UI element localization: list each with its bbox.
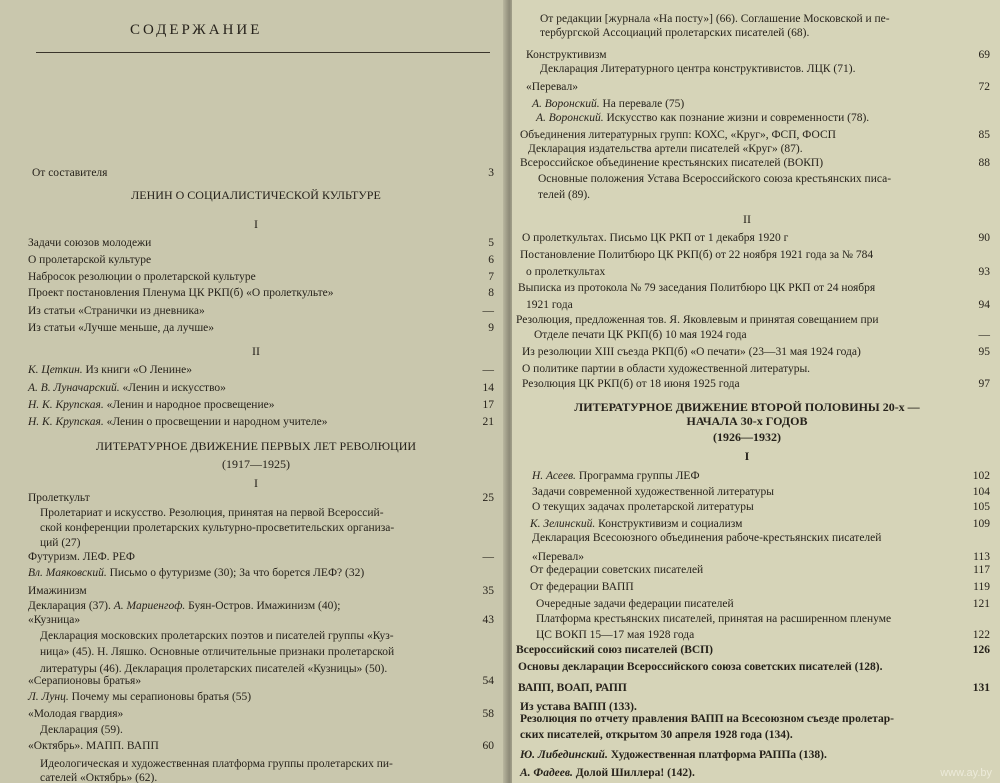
section-heading: II [743, 212, 751, 226]
toc-entry [518, 681, 990, 695]
toc-entry [532, 485, 990, 499]
toc-entry [520, 766, 990, 780]
toc-entry-title [28, 690, 251, 704]
entry-text: «Ленин и народное просвещение» [103, 399, 275, 411]
toc-entry-title [532, 531, 881, 545]
toc-entry [536, 612, 990, 626]
entry-text: Платформа крестьянских писателей, принятая на расширенном пленуме [536, 613, 892, 625]
toc-entry-title [522, 377, 740, 391]
entry-text: Выписка из протокола № 79 заседания Политбюро ЦК РКП от 24 ноября [518, 282, 876, 294]
toc-entry [28, 415, 494, 429]
page-number: 17 [482, 399, 494, 411]
entry-text: Долой Шиллера! (142). [572, 767, 695, 779]
section-heading: I [254, 476, 258, 490]
entry-text: Декларация Всесоюзного объединения рабоче-крестьянских писателей [532, 532, 882, 544]
entry-text: Из устава ВАПП (133). [520, 701, 637, 713]
author-name: К. Зелинский. [530, 518, 596, 530]
toc-entry-title [530, 517, 742, 531]
page-number: 72 [978, 81, 990, 93]
entry-text: Из резолюции XIII съезда РКП(б) «О печати» (23—31 мая 1924 года) [522, 346, 861, 358]
toc-entry [532, 550, 990, 564]
entry-text: «Перевал» [532, 551, 584, 563]
toc-entry [28, 550, 494, 564]
toc-entry-title [28, 398, 274, 412]
entry-text: Декларация (37). [28, 600, 114, 612]
entry-text: Набросок резолюции о пролетарской культуре [28, 271, 256, 283]
toc-entry-title [532, 500, 754, 514]
toc-entry-title [538, 172, 891, 186]
author-name: А. Мариенгоф. [113, 600, 186, 612]
toc-entry-title [40, 723, 123, 737]
section-heading: ЛИТЕРАТУРНОЕ ДВИЖЕНИЕ ВТОРОЙ ПОЛОВИНЫ 20-х — [574, 400, 920, 414]
toc-entry [516, 313, 990, 327]
section-heading: НАЧАЛА 30-х ГОДОВ [686, 414, 808, 428]
page-number: 43 [482, 614, 494, 626]
toc-entry [28, 739, 494, 753]
toc-entry-title [520, 128, 836, 142]
page-number: 8 [488, 287, 494, 299]
author-name: Вл. Маяковский. [28, 567, 107, 579]
page-number: 131 [972, 682, 990, 694]
entry-text: Очередные задачи федерации писателей [536, 598, 734, 610]
toc-entry [40, 506, 494, 520]
page-number: 58 [482, 708, 494, 720]
entry-text: Декларация Литературного центра конструктивистов. ЛЦК (71). [540, 63, 856, 75]
toc-entry [536, 111, 990, 125]
toc-entry [520, 128, 990, 142]
toc-entry-title [526, 298, 573, 312]
entry-text: ВАПП, ВОАП, РАПП [518, 682, 627, 694]
section-heading: ЛЕНИН О СОЦИАЛИСТИЧЕСКОЙ КУЛЬТУРЕ [131, 188, 381, 202]
toc-entry-title [522, 231, 788, 245]
toc-entry [518, 660, 990, 674]
toc-entry-title [28, 613, 80, 627]
page-number: 104 [972, 486, 990, 498]
entry-text: На перевале (75) [599, 98, 685, 110]
page-number: 21 [482, 416, 494, 428]
toc-entry-title [516, 313, 879, 327]
entry-text: Резолюция ЦК РКП(б) от 18 июня 1925 года [522, 378, 740, 390]
toc-entry [40, 723, 494, 737]
toc-entry [28, 286, 494, 300]
toc-entry-title [528, 142, 803, 156]
toc-entry [530, 563, 990, 577]
page-number: 54 [482, 675, 494, 687]
toc-entry [28, 270, 494, 284]
entry-text: «Ленин и искусство» [119, 382, 226, 394]
entry-text: Декларация московских пролетарских поэтов и писателей группы «Куз- [40, 630, 394, 642]
page-number: 122 [972, 629, 990, 641]
toc-entry-title [28, 236, 151, 250]
page-number: 117 [973, 564, 990, 576]
toc-entry [28, 321, 494, 335]
entry-text: Задачи современной художественной литературы [532, 486, 774, 498]
toc-entry [520, 748, 990, 762]
author-name: А. Воронский. [532, 98, 600, 110]
toc-entry [28, 363, 494, 377]
toc-entry-title [540, 26, 809, 40]
entry-text: Пролеткульт [28, 492, 90, 504]
toc-entry-title [534, 328, 747, 342]
toc-entry-title [520, 712, 894, 726]
entry-text: «Перевал» [526, 81, 578, 93]
toc-entry [40, 536, 494, 550]
toc-entry [538, 172, 990, 186]
entry-text: «Октябрь». МАПП. ВАПП [28, 740, 159, 752]
toc-entry-title [518, 281, 875, 295]
toc-entry [28, 584, 494, 598]
toc-entry [28, 491, 494, 505]
toc-entry [536, 628, 990, 642]
toc-entry-title [536, 628, 694, 642]
title-rule [36, 52, 490, 53]
toc-entry [40, 521, 494, 535]
toc-entry-title [28, 304, 205, 318]
toc-entry-title [520, 248, 873, 262]
toc-entry-title [532, 550, 584, 564]
page-number: — [978, 329, 990, 341]
entry-text: Футуризм. ЛЕФ. РЕФ [28, 551, 135, 563]
toc-entry [522, 377, 990, 391]
toc-entry-title [40, 757, 393, 771]
toc-entry [522, 345, 990, 359]
page-number: 5 [488, 237, 494, 249]
toc-entry [28, 398, 494, 412]
entry-text: Постановление Политбюро ЦК РКП(б) от 22 ноября 1921 года за № 784 [520, 249, 874, 261]
toc-entry-title [40, 629, 394, 643]
toc-entry [526, 48, 990, 62]
toc-entry-title [536, 111, 869, 125]
toc-entry-title [522, 362, 810, 376]
toc-entry [28, 690, 494, 704]
author-name: А. Фадеев. [520, 767, 573, 779]
toc-entry-title [40, 771, 157, 783]
entry-text: ских писателей, открытом 30 апреля 1928 года (134). [520, 729, 793, 741]
entry-text: Письмо о футуризме (30); За что борется ЛЕФ? (32) [106, 567, 365, 579]
entry-text: Конструктивизм и социализм [595, 518, 743, 530]
page-number: 60 [482, 740, 494, 752]
entry-text: «Кузница» [28, 614, 81, 626]
entry-text: Объединения литературных групп: КОХС, «Круг», ФСП, ФОСП [520, 129, 836, 141]
section-heading: ЛИТЕРАТУРНОЕ ДВИЖЕНИЕ ПЕРВЫХ ЛЕТ РЕВОЛЮЦИИ [95, 439, 417, 453]
entry-text: Декларация (59). [40, 724, 123, 736]
toc-entry [522, 231, 990, 245]
entry-text: «Серапионовы братья» [28, 675, 142, 687]
toc-entry-title [28, 286, 334, 300]
section-heading: (1917—1925) [222, 457, 290, 471]
toc-entry-title [28, 491, 90, 505]
page-number: 121 [972, 598, 990, 610]
page-number: 9 [488, 322, 494, 334]
page-number: 93 [978, 266, 990, 278]
page-number: 94 [978, 299, 990, 311]
entry-text: Основные положения Устава Всероссийского союза крестьянских писа- [538, 173, 892, 185]
toc-entry [526, 80, 990, 94]
page-number: 25 [482, 492, 494, 504]
toc-entry [532, 500, 990, 514]
entry-text: 1921 года [526, 299, 573, 311]
entry-text: ЦС ВОКП 15—17 мая 1928 года [536, 629, 695, 641]
entry-text: Задачи союзов молодежи [28, 237, 152, 249]
toc-entry-title [540, 62, 855, 76]
entry-text: Основы декларации Всероссийского союза советских писателей (128). [518, 661, 883, 673]
author-name: Н. К. Крупская. [28, 416, 104, 428]
entry-text: Конструктивизм [526, 49, 607, 61]
toc-entry [40, 629, 494, 643]
toc-entry [28, 707, 494, 721]
entry-text: Имажинизм [28, 585, 87, 597]
toc-entry-title [28, 321, 214, 335]
toc-entry-title [28, 566, 364, 580]
toc-entry-title [28, 381, 226, 395]
toc-entry [540, 12, 990, 26]
toc-entry-title [520, 766, 695, 780]
entry-text: литературы (46). Декларация пролетарских писателей «Кузницы» (50). [40, 663, 388, 675]
entry-text: От составителя [32, 167, 108, 179]
entry-text: Из статьи «Странички из дневника» [28, 305, 205, 317]
author-name: А. Воронский. [536, 112, 604, 124]
page-number: 97 [978, 378, 990, 390]
page-number: 69 [978, 49, 990, 61]
entry-text: тербургской Ассоциаций пролетарских писателей (68). [540, 27, 810, 39]
toc-entry [526, 265, 990, 279]
toc-entry [530, 580, 990, 594]
toc-entry [526, 298, 990, 312]
toc-entry-title [538, 188, 590, 202]
toc-entry-title [28, 253, 151, 267]
entry-text: Искусство как познание жизни и современности (78). [603, 112, 870, 124]
toc-entry-title [32, 166, 107, 180]
toc-entry-title [40, 536, 81, 550]
page-number: 105 [972, 501, 990, 513]
toc-entry-title [28, 674, 141, 688]
page-number: 7 [488, 271, 494, 283]
entry-text: Проект постановления Пленума ЦК РКП(б) «О пролеткульте» [28, 287, 334, 299]
toc-entry [40, 645, 494, 659]
entry-text: От федерации советских писателей [530, 564, 704, 576]
entry-text: Почему мы серапионовы братья (55) [68, 691, 252, 703]
page-number: 35 [482, 585, 494, 597]
entry-text: От федерации ВАПП [530, 581, 634, 593]
page-number: 88 [978, 157, 990, 169]
page-number: 119 [973, 581, 990, 593]
toc-entry [32, 166, 494, 180]
toc-entry-title [526, 80, 578, 94]
author-name: Н. К. Крупская. [28, 399, 104, 411]
toc-entry [536, 597, 990, 611]
entry-text: «Ленин о просвещении и народном учителе» [103, 416, 328, 428]
entry-text: ской конференции пролетарских культурно-просветительских организа- [40, 522, 395, 534]
author-name: Л. Лунц. [28, 691, 69, 703]
toc-entry [28, 599, 494, 613]
entry-text: ница» (45). Н. Ляшко. Основные отличительные признаки пролетарской [40, 646, 395, 658]
toc-entry-title [520, 728, 793, 742]
toc-entry-title [520, 748, 827, 762]
toc-entry-title [520, 156, 823, 170]
toc-entry [522, 362, 990, 376]
page-number: 95 [978, 346, 990, 358]
entry-text: О текущих задачах пролетарской литературы [532, 501, 754, 513]
page-number: 85 [978, 129, 990, 141]
toc-entry-title [536, 612, 891, 626]
section-heading: II [252, 344, 260, 358]
toc-entry-title [28, 270, 256, 284]
toc-entry-title [518, 681, 627, 695]
toc-entry-title [532, 469, 700, 483]
entry-text: О политике партии в области художественной литературы. [522, 363, 811, 375]
toc-entry-title [526, 48, 606, 62]
entry-text: Идеологическая и художественная платформа группы пролетарских пи- [40, 758, 393, 770]
toc-entry-title [28, 739, 159, 753]
page-number: 113 [973, 551, 990, 563]
right-page [512, 0, 1000, 783]
author-name: А. В. Луначарский. [28, 382, 120, 394]
entry-text: Всероссийское объединение крестьянских писателей (ВОКП) [520, 157, 824, 169]
entry-text: ций (27) [40, 537, 81, 549]
toc-entry [520, 712, 990, 726]
toc-entry [528, 142, 990, 156]
page-number: — [482, 305, 494, 317]
page-number: 90 [978, 232, 990, 244]
section-heading: (1926—1932) [713, 430, 781, 444]
author-name: К. Цеткин. [28, 364, 83, 376]
entry-text: Художественная платформа РАППа (138). [607, 749, 827, 761]
toc-entry [518, 281, 990, 295]
entry-text: Отделе печати ЦК РКП(б) 10 мая 1924 года [534, 329, 747, 341]
toc-entry-title [28, 363, 192, 377]
entry-text: Из статьи «Лучше меньше, да лучше» [28, 322, 215, 334]
page-number: — [482, 364, 494, 376]
toc-entry [28, 566, 494, 580]
toc-entry-title [526, 265, 605, 279]
toc-entry [28, 381, 494, 395]
author-name: Н. Асеев. [532, 470, 576, 482]
toc-entry [540, 26, 990, 40]
entry-text: От редакции [журнала «На посту»] (66). Соглашение Московской и пе- [540, 13, 890, 25]
toc-entry [534, 328, 990, 342]
entry-text: Из книги «О Ленине» [82, 364, 192, 376]
toc-entry [530, 517, 990, 531]
toc-entry [540, 62, 990, 76]
toc-entry [40, 771, 494, 783]
entry-text: О пролеткультах. Письмо ЦК РКП от 1 декабря 1920 г [522, 232, 789, 244]
entry-text: Всероссийский союз писателей (ВСП) [516, 644, 713, 656]
toc-entry [532, 469, 990, 483]
page-number: 126 [972, 644, 990, 656]
toc-entry-title [522, 345, 861, 359]
page-number: 3 [488, 167, 494, 179]
toc-entry-title [530, 563, 703, 577]
page-number: 102 [972, 470, 990, 482]
page-number: 6 [488, 254, 494, 266]
toc-entry-title [40, 521, 394, 535]
toc-entry-title [28, 707, 123, 721]
toc-entry-title [518, 660, 882, 674]
toc-entry-title [532, 97, 684, 111]
toc-entry-title [40, 645, 394, 659]
entry-text: Декларация издательства артели писателей «Круг» (87). [528, 143, 803, 155]
toc-entry [538, 188, 990, 202]
toc-entry [520, 248, 990, 262]
entry-text: Резолюция, предложенная тов. Я. Яковлевым и принятая совещанием при [516, 314, 879, 326]
toc-entry-title [540, 12, 890, 26]
toc-entry-title [40, 506, 384, 520]
toc-entry-title [532, 485, 774, 499]
section-heading: I [744, 449, 750, 463]
page-number: — [482, 551, 494, 563]
entry-text: о пролеткультах [526, 266, 606, 278]
entry-text: телей (89). [538, 189, 591, 201]
toc-entry [28, 236, 494, 250]
toc-entry-title [28, 599, 340, 613]
entry-text: О пролетарской культуре [28, 254, 152, 266]
page-number: 14 [482, 382, 494, 394]
entry-text: Пролетариат и искусство. Резолюция, принятая на первой Всероссий- [40, 507, 384, 519]
page-title: СОДЕРЖАНИЕ [130, 22, 263, 38]
entry-text: Резолюция по отчету правления ВАПП на Всесоюзном съезде пролетар- [520, 713, 894, 725]
toc-entry-title [28, 415, 327, 429]
entry-text: Буян-Остров. Имажинизм (40); [185, 600, 341, 612]
toc-entry [520, 728, 990, 742]
toc-entry [28, 304, 494, 318]
toc-entry-title [28, 584, 87, 598]
toc-entry-title [530, 580, 634, 594]
entry-text: сателей «Октябрь» (62). [40, 772, 158, 783]
toc-entry [28, 253, 494, 267]
toc-entry [516, 643, 990, 657]
watermark: www.ay.by [940, 767, 992, 779]
toc-entry-title [28, 550, 135, 564]
toc-entry [520, 156, 990, 170]
toc-entry [40, 757, 494, 771]
section-heading: I [254, 217, 258, 231]
author-name: Ю. Либединский. [520, 749, 608, 761]
toc-entry-title [536, 597, 734, 611]
page-number: 109 [972, 518, 990, 530]
toc-entry [532, 531, 990, 545]
entry-text: «Молодая гвардия» [28, 708, 124, 720]
toc-entry-title [516, 643, 713, 657]
toc-entry [28, 674, 494, 688]
entry-text: Программа группы ЛЕФ [575, 470, 700, 482]
toc-entry [28, 613, 494, 627]
toc-entry [532, 97, 990, 111]
